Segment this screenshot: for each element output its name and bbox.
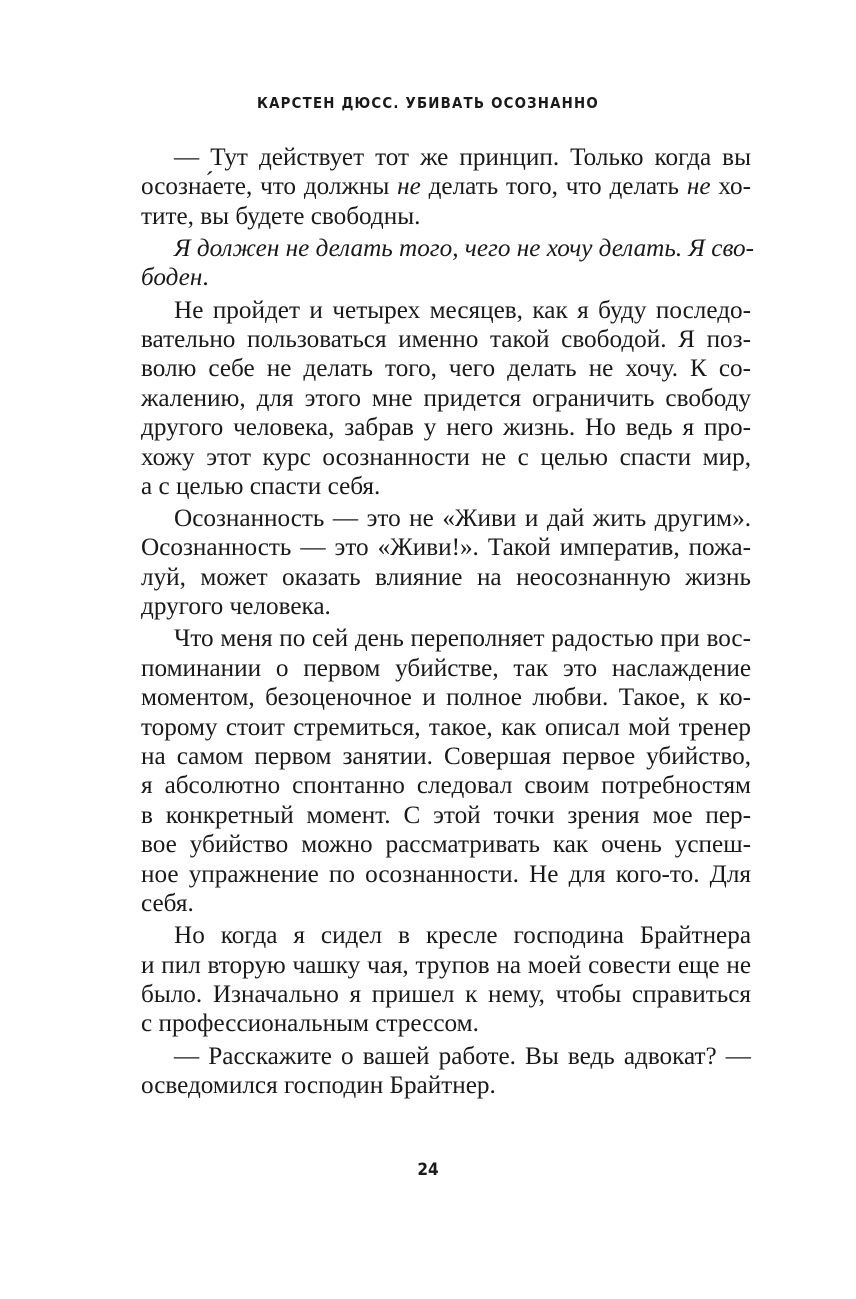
text-line	[141, 533, 751, 562]
paragraph	[141, 296, 751, 502]
text-line	[141, 889, 751, 918]
text-segment: и пил вторую чашку чая, трупов на моей совести еще не	[141, 951, 751, 979]
text-segment: хо-	[710, 173, 751, 201]
text-line	[141, 683, 751, 712]
text-line	[141, 202, 751, 231]
text-segment: делать того, что делать	[420, 173, 687, 201]
text-segment: другого человека.	[141, 593, 331, 621]
text-line	[141, 592, 751, 621]
text-line	[141, 143, 751, 172]
text-line	[141, 980, 751, 1009]
text-line	[141, 830, 751, 859]
italic-segment: не	[397, 173, 421, 201]
text-segment: вое убийство можно рассматривать как очень успеш-	[141, 831, 751, 859]
text-line	[141, 860, 751, 889]
text-segment: Что меня по сей день переполняет радостью при вос-	[174, 625, 751, 653]
text-segment: осведомился господин Брайтнер.	[141, 1071, 496, 1099]
text-line	[141, 624, 751, 653]
paragraph	[141, 1042, 751, 1101]
italic-segment: боден	[141, 264, 203, 292]
page-number: 24	[417, 1160, 439, 1180]
text-line	[141, 443, 751, 472]
text-segment: тите, вы будете свободны.	[141, 202, 421, 230]
text-segment: себя.	[141, 889, 194, 917]
text-segment: с профессиональным стрессом.	[141, 1010, 479, 1038]
text-line	[141, 1071, 751, 1100]
paragraph	[141, 234, 755, 293]
text-segment: ное упражнение по осознанности. Не для кого-то. Для	[141, 860, 751, 888]
text-line	[141, 771, 751, 800]
text-segment: на самом первом занятии. Совершая первое убийство,	[141, 743, 751, 770]
text-segment: вательно пользоваться именно такой свободой. Я поз-	[141, 325, 751, 353]
text-segment: в конкретный момент. С этой точки зрения мое пер-	[141, 801, 751, 829]
italic-segment: Я должен не делать того, чего не хочу делать. Я сво-	[174, 234, 755, 262]
text-line	[141, 234, 755, 263]
text-segment: другого человека, забрав у него жизнь. Но ведь я про-	[141, 414, 751, 442]
page-body-text	[141, 143, 755, 1100]
text-line	[141, 413, 751, 442]
paragraph	[141, 143, 751, 231]
text-segment: моментом, безоценочное и полное любви. Такое, к ко-	[141, 684, 751, 712]
text-line	[141, 172, 751, 201]
text-segment: поминании о первом убийстве, так это наслаждение	[141, 654, 751, 682]
text-line	[141, 742, 751, 771]
text-segment: было. Изначально я пришел к нему, чтобы справиться	[141, 980, 751, 1008]
text-segment: Осознанность — это «Живи!». Такой императив, пожа-	[141, 534, 751, 562]
text-segment: Осознанность — это не «Живи и дай жить другим».	[174, 505, 751, 533]
text-segment: торому стоит стремиться, такое, как описал мой тренер	[141, 713, 751, 741]
text-segment: волю себе не делать того, чего делать не хочу. К со-	[141, 355, 751, 383]
paragraph	[141, 624, 751, 918]
text-segment: — Тут действует тот же принцип. Только когда вы	[174, 144, 751, 171]
paragraph	[141, 504, 751, 622]
italic-segment: не	[686, 173, 711, 201]
text-line	[141, 563, 751, 592]
text-segment: жалению, для этого мне придется ограничить свободу	[141, 384, 751, 412]
text-line	[141, 951, 751, 980]
text-line	[141, 354, 751, 383]
text-line	[141, 713, 751, 742]
text-segment: — Расскажите о вашей работе. Вы ведь адвокат? —	[174, 1042, 751, 1070]
text-segment: а с целью спасти себя.	[141, 472, 381, 500]
text-segment: луй, может оказать влияние на неосознанную жизнь	[141, 563, 751, 591]
text-segment: я абсолютно спонтанно следовал своим потребностям	[141, 772, 751, 800]
text-line	[141, 921, 751, 950]
text-segment: осозна́ете, что должны	[141, 173, 398, 201]
text-line	[141, 654, 751, 683]
text-line	[141, 504, 751, 533]
text-line	[141, 1009, 751, 1038]
text-line	[141, 472, 751, 501]
text-line	[141, 263, 751, 292]
running-header: КАРСТЕН ДЮСС. УБИВАТЬ ОСОЗНАННО	[257, 94, 599, 112]
text-segment: хожу этот курс осознанности не с целью спасти мир,	[141, 443, 751, 471]
text-line	[141, 325, 751, 354]
text-segment: Но когда я сидел в кресле господина Брайтнера	[174, 922, 751, 950]
text-line	[141, 1042, 751, 1071]
text-segment: .	[202, 264, 209, 292]
text-line	[141, 801, 751, 830]
paragraph	[141, 921, 751, 1039]
text-line	[141, 296, 751, 325]
text-segment: Не пройдет и четырех месяцев, как я буду последо-	[174, 296, 751, 324]
text-line	[141, 384, 751, 413]
